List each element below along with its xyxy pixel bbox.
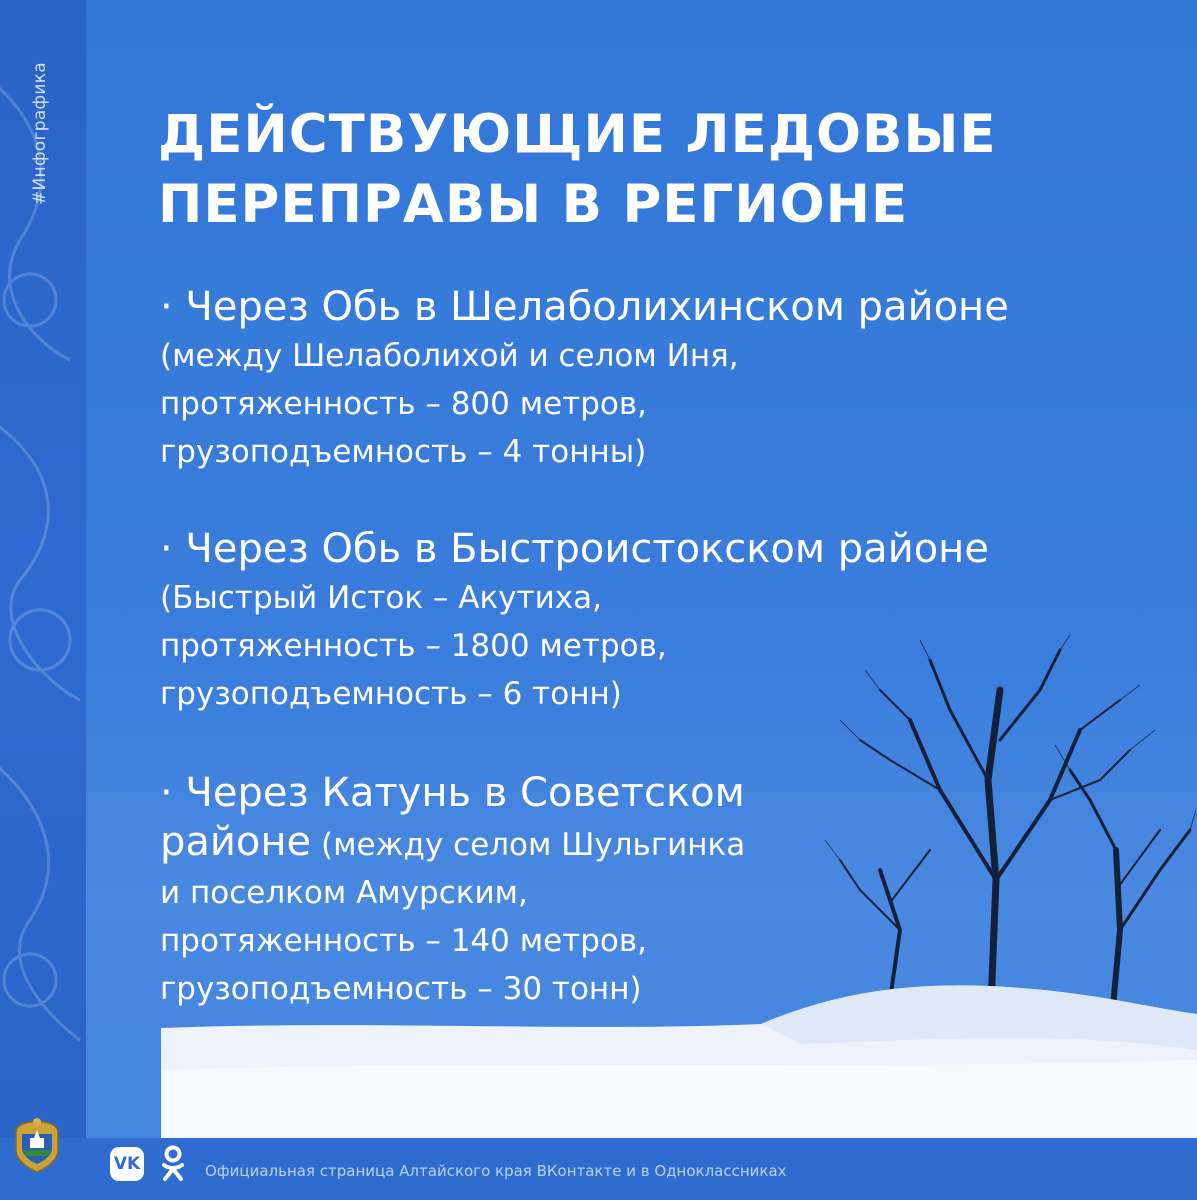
- hashtag-label: #Инфографика: [30, 61, 50, 205]
- crossing-heading: · Через Обь в Шелаболихинском районе: [160, 284, 1009, 330]
- crossing-detail-line: и поселком Амурским,: [160, 875, 528, 911]
- odnoklassniki-icon[interactable]: [160, 1145, 186, 1183]
- crossing-detail-line: протяженность – 140 метров,: [160, 923, 648, 959]
- crossing-heading: · Через Катунь в Советском: [160, 770, 745, 816]
- crossing-heading-word: районе: [160, 819, 312, 865]
- crossing-item: [160, 524, 989, 718]
- title-line-2: ПЕРЕПРАВЫ В РЕГИОНЕ: [158, 174, 909, 235]
- vk-icon[interactable]: VK: [110, 1147, 144, 1181]
- crossing-item: [160, 282, 1009, 476]
- crossing-heading-continued: [160, 818, 745, 869]
- side-strip: [0, 0, 86, 1200]
- page-title: [158, 100, 997, 240]
- crossing-detail-line: (Быстрый Исток – Акутиха,: [160, 580, 602, 616]
- title-line-1: ДЕЙСТВУЮЩИЕ ЛЕДОВЫЕ: [158, 104, 997, 165]
- crossing-detail-line: (между Шелаболихой и селом Иня,: [160, 338, 739, 374]
- crossing-heading: · Через Обь в Быстроистокском районе: [160, 526, 989, 572]
- coat-of-arms-icon: [12, 1112, 62, 1174]
- crossing-detail-line: грузоподъемность – 4 тонны): [160, 434, 647, 470]
- crossing-detail-start: (между селом Шульгинка: [311, 827, 746, 863]
- crossing-item: [160, 768, 745, 1013]
- crossing-detail-line: грузоподъемность – 30 тонн): [160, 971, 642, 1007]
- crossing-detail-line: протяженность – 800 метров,: [160, 386, 648, 422]
- crossing-detail-line: грузоподъемность – 6 тонн): [160, 676, 622, 712]
- crossing-detail-line: протяженность – 1800 метров,: [160, 628, 667, 664]
- footer-caption: Официальная страница Алтайского края ВКонтакте и в Одноклассниках: [205, 1162, 787, 1180]
